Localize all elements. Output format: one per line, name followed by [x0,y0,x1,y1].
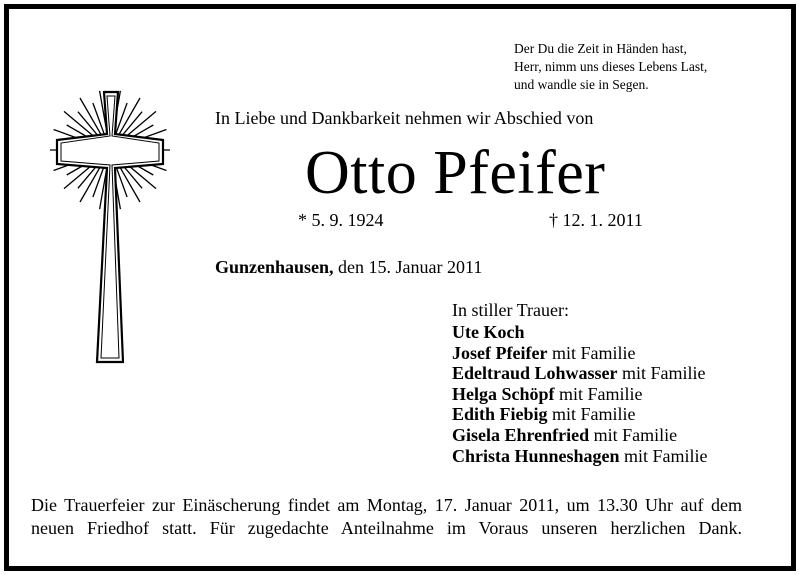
mourner-name: Josef Pfeifer [452,342,548,363]
list-item [452,343,708,364]
list-item [452,322,708,343]
list-item [452,446,708,467]
closing-text [31,494,742,540]
radiant-cross-icon [48,88,172,378]
mourner-name: Helga Schöpf [452,383,555,404]
place: Gunzenhausen, [215,257,334,277]
mourner-name: Edeltraud Lohwasser [452,363,618,384]
place-date [215,257,482,278]
mourner-name: Ute Koch [452,322,525,342]
mourner-suffix: mit Familie [619,445,708,466]
list-item [452,363,708,384]
mourner-suffix: mit Familie [617,363,706,384]
mourner-name: Gisela Ehrenfried [452,424,590,445]
mourner-suffix: mit Familie [554,383,643,404]
deceased-name: Otto Pfeifer [305,139,606,207]
list-item [452,425,708,446]
death-date: † 12. 1. 2011 [549,210,643,230]
verse-line: und wandle sie in Segen. [514,77,649,92]
closing-line: Die Trauerfeier zur Einäscherung findet am Montag, 17. Januar 2011, um 13.30 Uhr auf dem [31,495,742,515]
verse-line: Der Du die Zeit in Händen hast, [514,41,687,56]
verse [514,40,707,94]
date: den 15. Januar 2011 [333,257,483,277]
mourner-suffix: mit Familie [547,404,636,425]
birth-date: * 5. 9. 1924 [298,210,384,230]
mourner-suffix: mit Familie [547,342,636,363]
intro-text: In Liebe und Dankbarkeit nehmen wir Abschied von [215,108,594,128]
verse-line: Herr, nimm uns dieses Lebens Last, [514,59,708,74]
list-item [452,384,708,405]
mourner-name: Edith Fiebig [452,404,548,425]
closing-line: neuen Friedhof statt. Für zugedachte Anteilnahme im Voraus unseren herzlichen Dank. [31,518,742,538]
list-item [452,404,708,425]
mourning-header: In stiller Trauer: [452,300,569,320]
mourner-name: Christa Hunneshagen [452,445,620,466]
mourners-list [452,322,708,466]
mourner-suffix: mit Familie [589,424,678,445]
